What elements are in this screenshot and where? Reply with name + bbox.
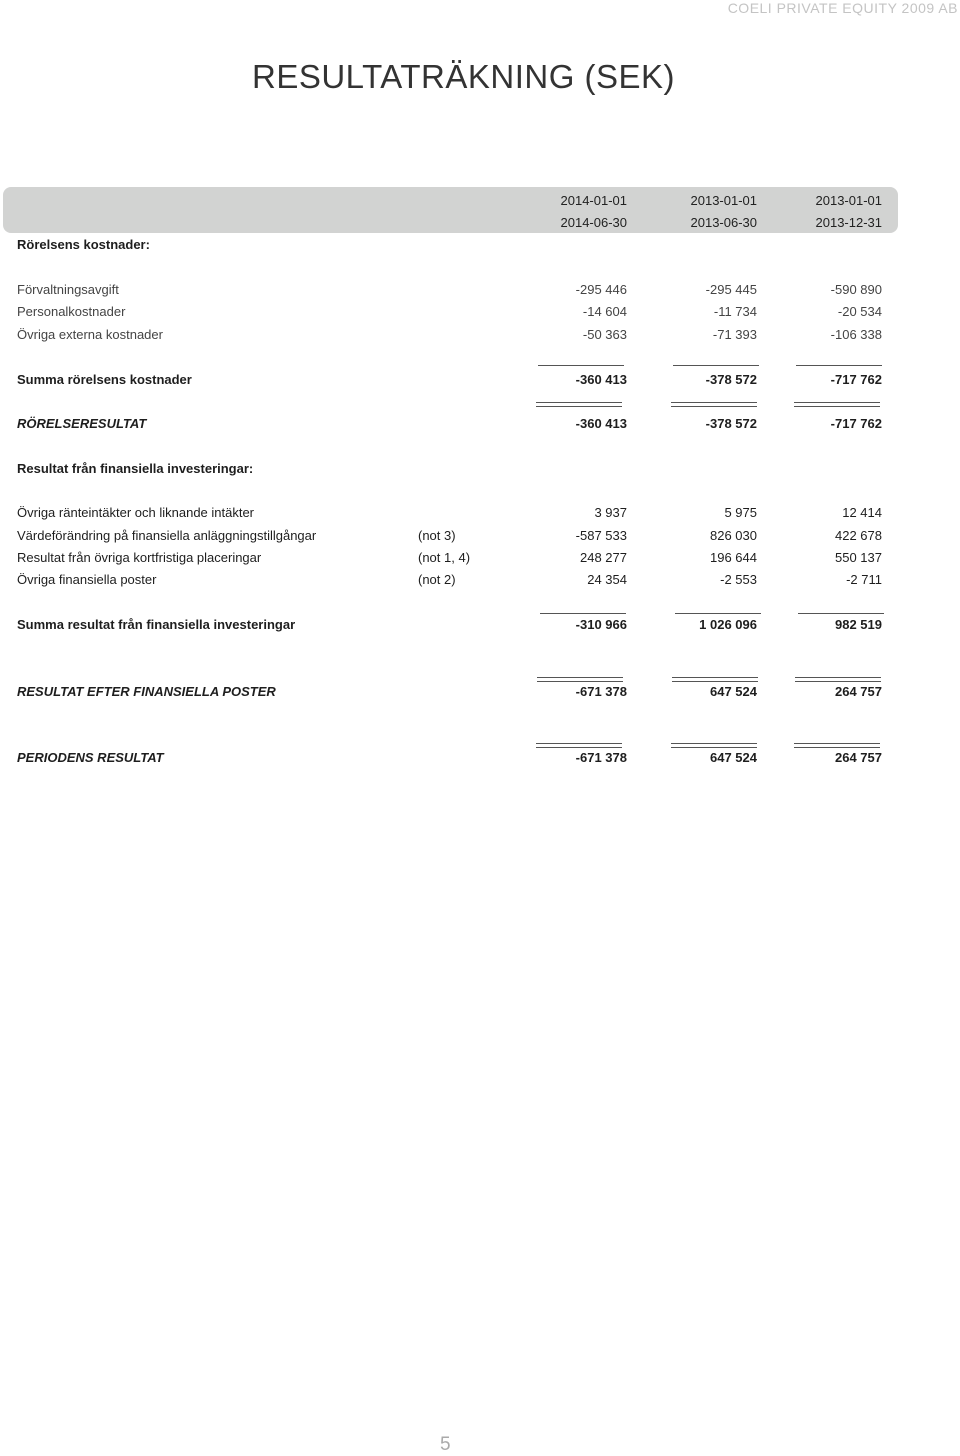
- row-value: -295 446: [575, 282, 627, 297]
- subtotal-line: [798, 613, 884, 614]
- row-value: 12 414: [842, 505, 882, 520]
- company-name: COELI PRIVATE EQUITY 2009 AB: [727, 0, 958, 16]
- row-value: -295 445: [705, 282, 757, 297]
- operating-costs-heading: Rörelsens kostnader:: [17, 237, 150, 252]
- row-value: 550 137: [835, 550, 882, 565]
- total-double-line: [671, 743, 757, 748]
- period-2-to: 2013-06-30: [690, 215, 757, 230]
- total-double-line: [537, 677, 623, 682]
- row-label: RESULTAT EFTER FINANSIELLA POSTER: [17, 684, 276, 699]
- period-1-to: 2014-06-30: [560, 215, 627, 230]
- row-label: Summa resultat från finansiella investeringar: [17, 617, 296, 632]
- subtotal-line: [540, 613, 626, 614]
- row-label: Personalkostnader: [17, 304, 126, 319]
- page-number: 5: [440, 1434, 451, 1455]
- total-double-line: [794, 743, 880, 748]
- row-label: Övriga finansiella poster: [17, 572, 157, 587]
- row-value: 264 757: [835, 750, 882, 765]
- period-1-from: 2014-01-01: [560, 193, 627, 208]
- row-value: -671 378: [575, 750, 627, 765]
- row-label: Övriga ränteintäkter och liknande intäkter: [17, 505, 255, 520]
- total-double-line: [794, 402, 880, 407]
- total-double-line: [536, 743, 622, 748]
- row-value: -378 572: [705, 416, 757, 431]
- row-value: 982 519: [835, 617, 882, 632]
- row-value: 647 524: [710, 684, 757, 699]
- note-reference: (not 3): [418, 528, 456, 543]
- total-double-line: [671, 402, 757, 407]
- row-value: -360 413: [575, 372, 627, 387]
- row-label: PERIODENS RESULTAT: [17, 750, 164, 765]
- row-value: -378 572: [705, 372, 757, 387]
- subtotal-line: [796, 365, 882, 366]
- row-value: -590 890: [830, 282, 882, 297]
- row-value: 1 026 096: [699, 617, 757, 632]
- row-value: -14 604: [582, 304, 627, 319]
- row-label: Resultat från övriga kortfristiga placeringar: [17, 550, 262, 565]
- row-value: 264 757: [835, 684, 882, 699]
- subtotal-line: [675, 613, 761, 614]
- period-3-to: 2013-12-31: [815, 215, 882, 230]
- subtotal-line: [673, 365, 759, 366]
- row-label: Värdeförändring på finansiella anläggningstillgångar: [17, 528, 317, 543]
- row-value: -587 533: [575, 528, 627, 543]
- total-double-line: [795, 677, 881, 682]
- row-value: -717 762: [830, 416, 882, 431]
- row-label: Summa rörelsens kostnader: [17, 372, 192, 387]
- row-value: -360 413: [575, 416, 627, 431]
- row-value: -2 553: [720, 572, 757, 587]
- row-value: -310 966: [575, 617, 627, 632]
- row-value: 196 644: [710, 550, 757, 565]
- row-value: -2 711: [846, 572, 882, 587]
- period-3-from: 2013-01-01: [815, 193, 882, 208]
- subtotal-line: [538, 365, 624, 366]
- financial-heading: Resultat från finansiella investeringar:: [17, 461, 254, 476]
- row-value: -71 393: [712, 327, 757, 342]
- row-label: RÖRELSERESULTAT: [17, 416, 147, 431]
- row-label: Övriga externa kostnader: [17, 327, 163, 342]
- row-value: 5 975: [724, 505, 757, 520]
- row-value: -50 363: [582, 327, 627, 342]
- row-value: 24 354: [587, 572, 627, 587]
- row-value: 422 678: [835, 528, 882, 543]
- note-reference: (not 1, 4): [418, 550, 471, 565]
- row-value: -671 378: [575, 684, 627, 699]
- row-value: 248 277: [580, 550, 627, 565]
- row-label: Förvaltningsavgift: [17, 282, 119, 297]
- total-double-line: [672, 677, 758, 682]
- row-value: 826 030: [710, 528, 757, 543]
- row-value: 3 937: [594, 505, 627, 520]
- row-value: 647 524: [710, 750, 757, 765]
- note-reference: (not 2): [418, 572, 456, 587]
- period-2-from: 2013-01-01: [690, 193, 757, 208]
- row-value: -106 338: [830, 327, 882, 342]
- row-value: -11 734: [713, 304, 757, 319]
- page-title: RESULTATRÄKNING (SEK): [252, 58, 676, 95]
- total-double-line: [536, 402, 622, 407]
- row-value: -20 534: [837, 304, 882, 319]
- row-value: -717 762: [830, 372, 882, 387]
